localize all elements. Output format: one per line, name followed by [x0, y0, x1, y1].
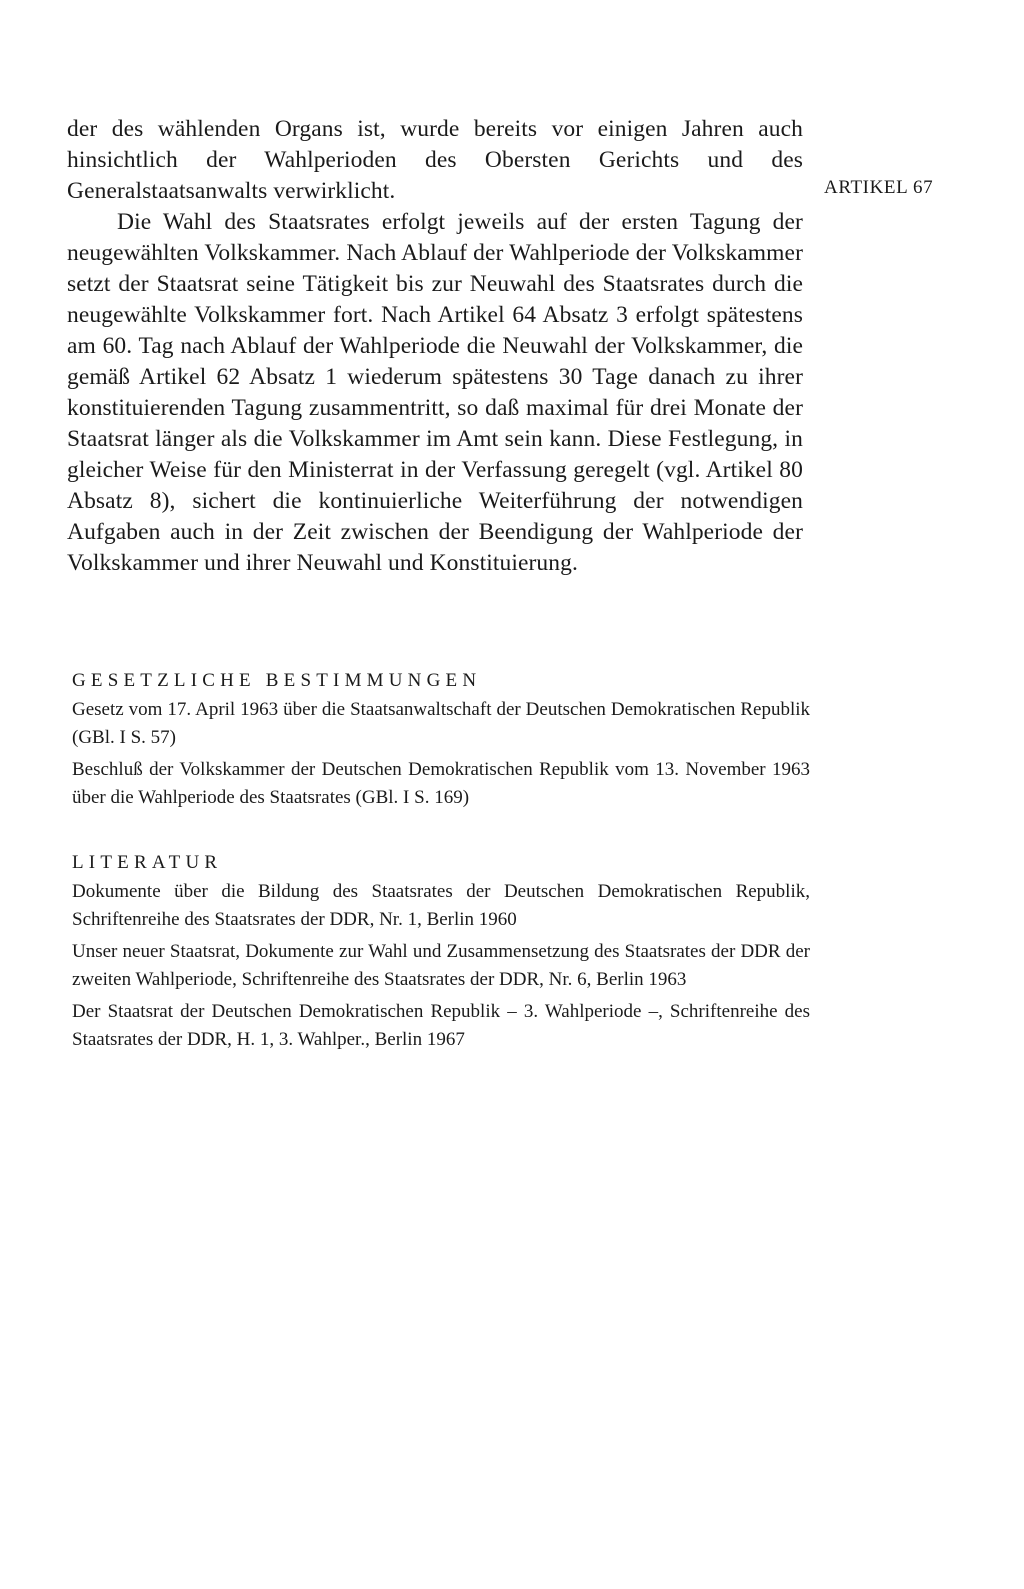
section-gesetzliche-bestimmungen — [72, 670, 810, 816]
body-paragraph-1: der des wählenden Organs ist, wurde bereits vor einigen Jahren auch hinsichtlich der Wahlperioden des Obersten Gerichts und des Generalstaatsanwalts verwirklicht. — [67, 116, 803, 204]
section-heading-gesetzliche: GESETZLICHE BESTIMMUNGEN — [72, 670, 482, 691]
section-literatur — [72, 852, 810, 1058]
law-entry-2: Beschluß der Volkskammer der Deutschen Demokratischen Republik vom 13. November 1963 über die Wahlperiode des Staatsrates (GBl. I S. 169) — [72, 759, 810, 808]
literature-entry-1: Dokumente über die Bildung des Staatsrates der Deutschen Demokratischen Republik, Schriftenreihe des Staatsrates der DDR, Nr. 1, Berlin 1960 — [72, 881, 810, 930]
body-text — [67, 114, 803, 579]
section-heading-literatur: LITERATUR — [72, 852, 223, 873]
literature-entry-2: Unser neuer Staatsrat, Dokumente zur Wahl und Zusammensetzung des Staatsrates der DDR der zweiten Wahlperiode, Schriftenreihe des Staatsrates der DDR, Nr. 6, Berlin 1963 — [72, 941, 810, 990]
body-paragraph-2: Die Wahl des Staatsrates erfolgt jeweils auf der ersten Tagung der neugewählten Volkskammer. Nach Ablauf der Wahlperiode der Volkskammer setzt der Staatsrat seine Tätigkeit bis zur Neuwahl des Staatsrates durch die neugewählte Volkskammer fort. Nach Artikel 64 Absatz 3 erfolgt spätestens am 60. Tag nach Ablauf der Wahlperiode die Neuwahl der Volkskammer, die gemäß Artikel 62 Absatz 1 wiederum spätestens 30 Tage danach zu ihrer konstituierenden Tagung zusammentritt, so daß maximal für drei Monate der Staatsrat länger als die Volkskammer im Amt sein kann. Diese Festlegung, in gleicher Weise für den Ministerrat in der Verfassung geregelt (vgl. Artikel 80 Absatz 8), sichert die kontinuierliche Weiterführung der notwendigen Aufgaben auch in der Zeit zwischen der Beendigung der Wahlperiode der Volkskammer und ihrer Neuwahl und Konstituierung. — [67, 209, 803, 576]
law-entry-1: Gesetz vom 17. April 1963 über die Staatsanwaltschaft der Deutschen Demokratischen Republik (GBl. I S. 57) — [72, 699, 810, 748]
literature-entry-3: Der Staatsrat der Deutschen Demokratischen Republik – 3. Wahlperiode –, Schriftenreihe des Staatsrates der DDR, H. 1, 3. Wahlper., Berlin 1967 — [72, 1001, 810, 1050]
margin-article-note: ARTIKEL 67 — [824, 177, 934, 198]
